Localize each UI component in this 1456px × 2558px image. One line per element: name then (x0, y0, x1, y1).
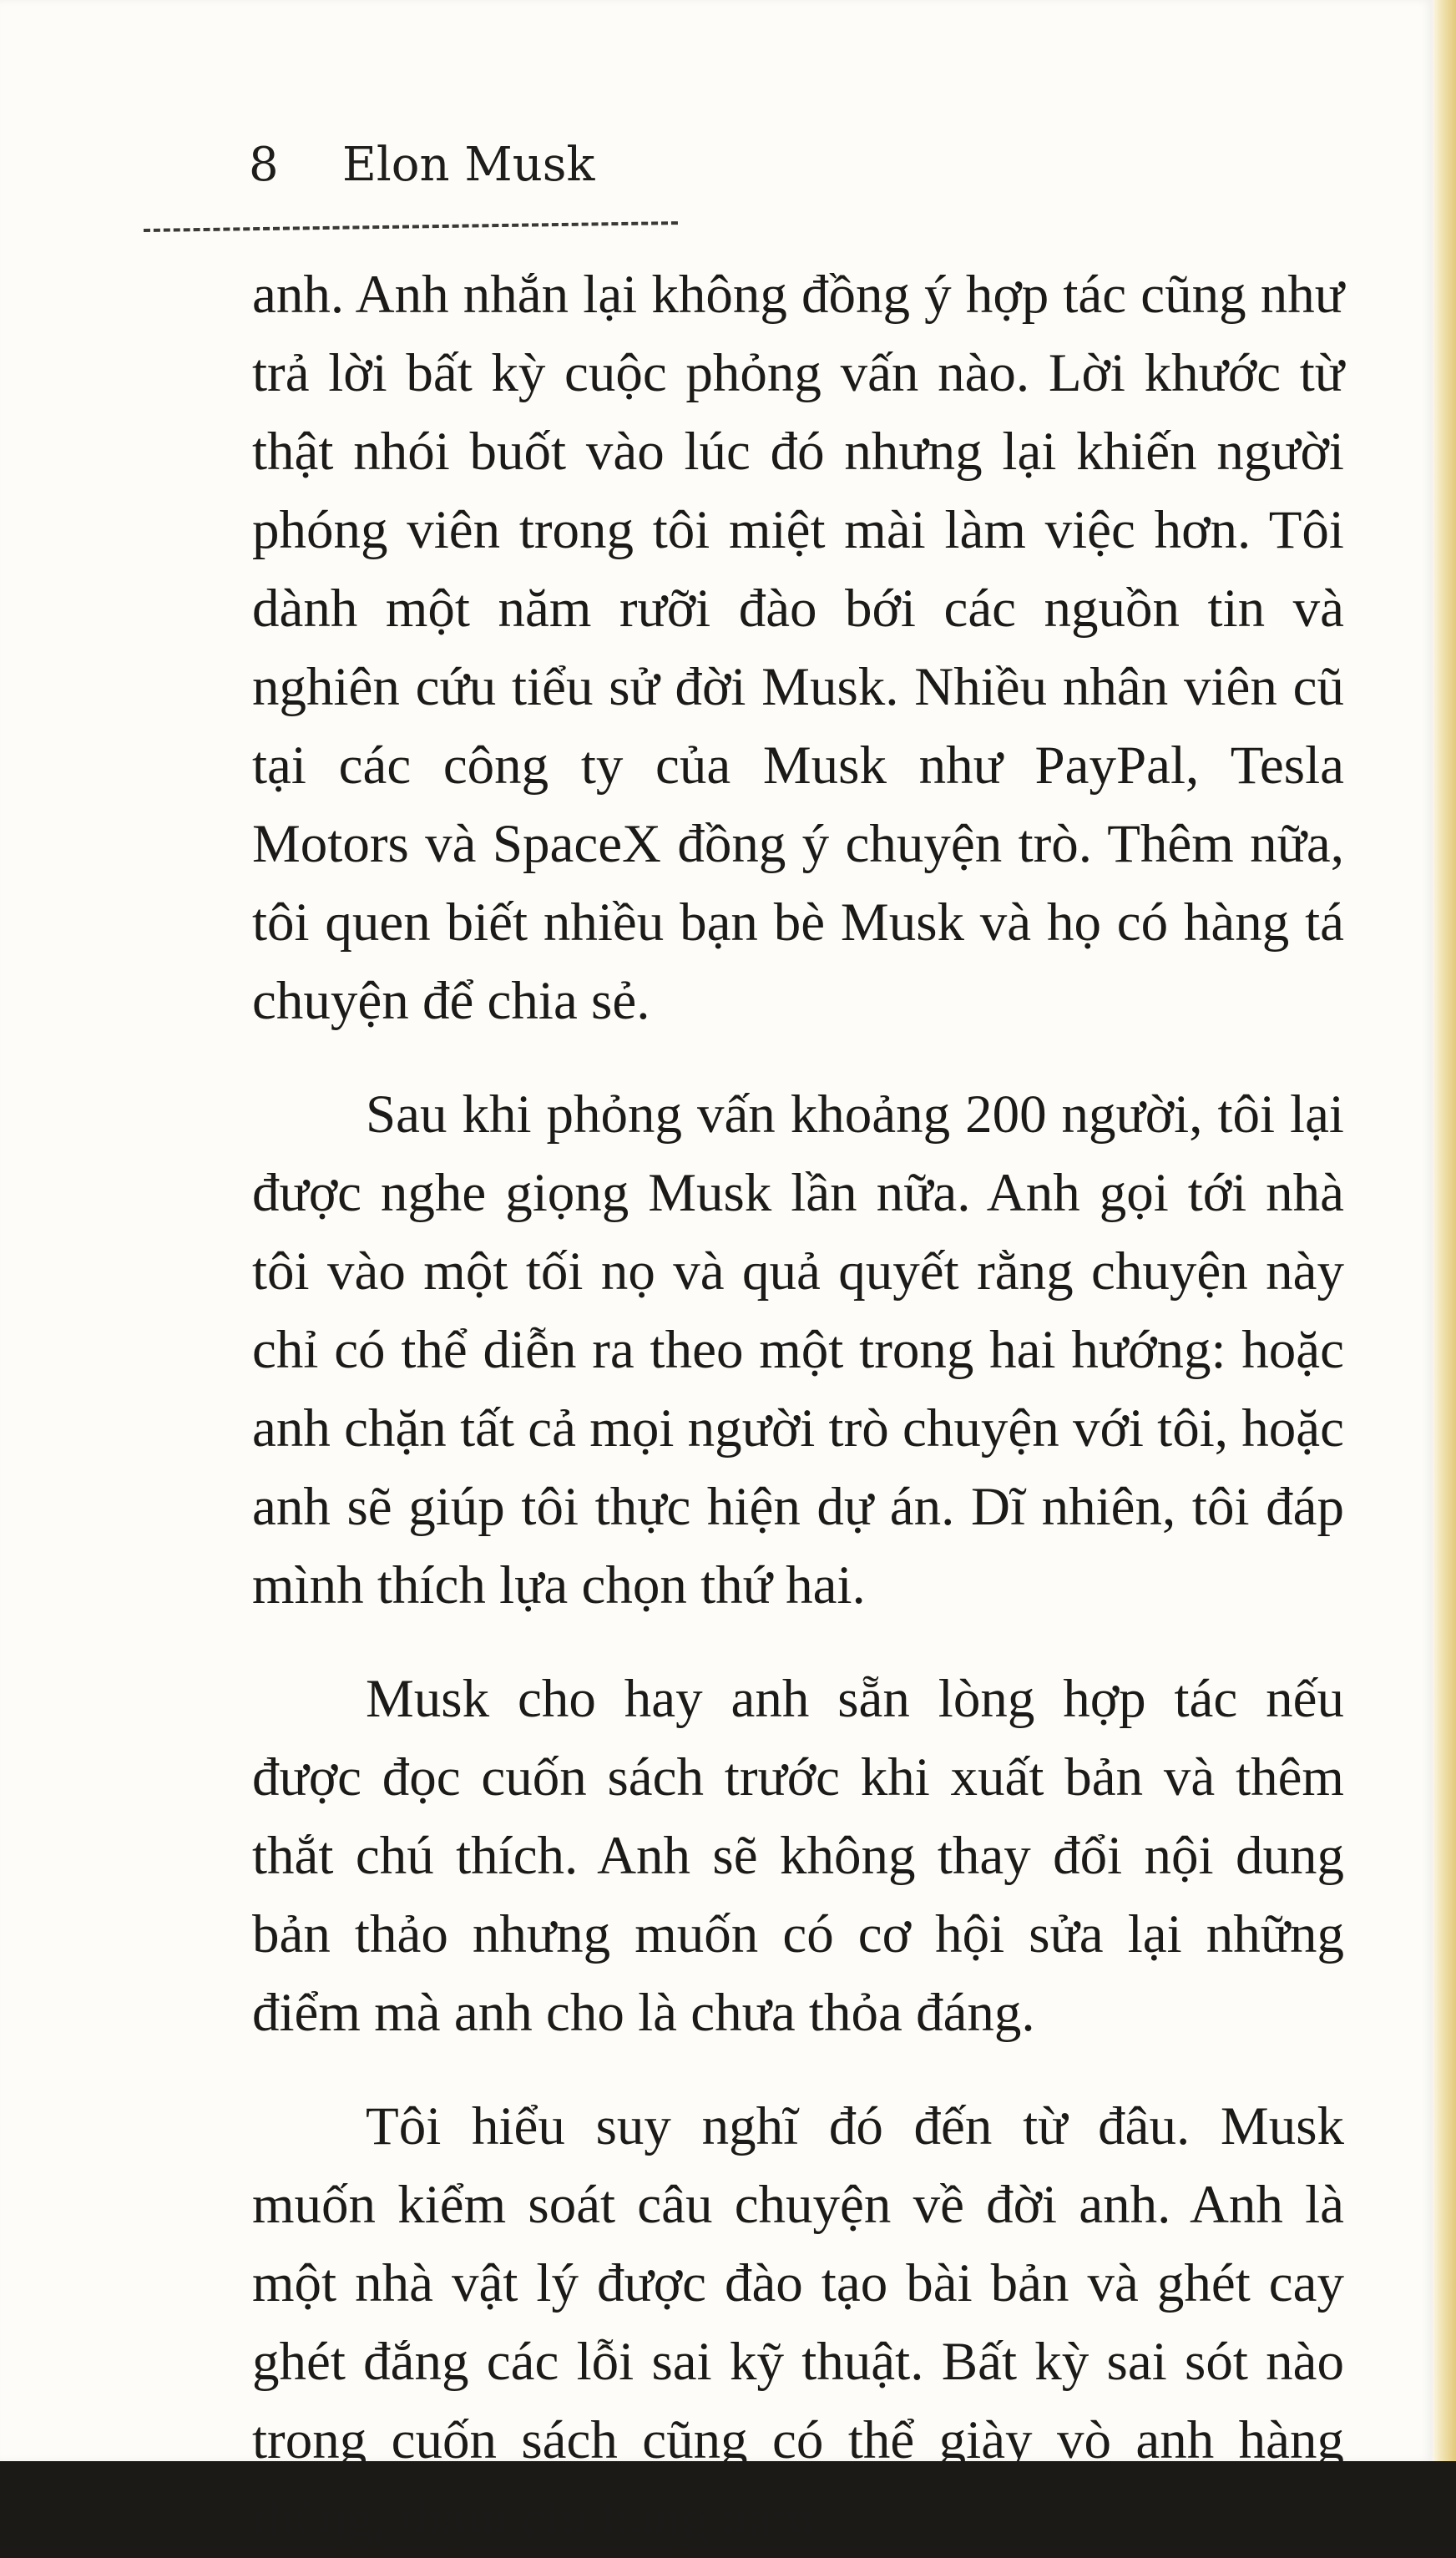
paragraph-1: anh. Anh nhắn lại không đồng ý hợp tác cũng như trả lời bất kỳ cuộc phỏng vấn nào. Lời khước từ thật nhói buốt vào lúc đó nhưng lại khiến người phóng viên trong tôi miệt mài làm việc hơn. Tôi dành một năm rưỡi đào bới các nguồn tin và nghiên cứu tiểu sử đời Musk. Nhiều nhân viên cũ tại các công ty của Musk như PayPal, Tesla Motors và SpaceX đồng ý chuyện trò. Thêm nữa, tôi quen biết nhiều bạn bè Musk và họ có hàng tá chuyện để chia sẻ. (252, 265, 1344, 1031)
book-spine-edge (1433, 0, 1456, 2461)
body-text (252, 255, 1344, 2558)
header-dashed-rule (144, 221, 678, 232)
paragraph-3: Musk cho hay anh sẵn lòng hợp tác nếu được đọc cuốn sách trước khi xuất bản và thêm thắt chú thích. Anh sẽ không thay đổi nội dung bản thảo nhưng muốn có cơ hội sửa lại những điểm mà anh cho là chưa thỏa đáng. (252, 1669, 1344, 2043)
page-number: 8 (249, 138, 279, 192)
paragraph-2: Sau khi phỏng vấn khoảng 200 người, tôi lại được nghe giọng Musk lần nữa. Anh gọi tới nhà tôi vào một tối nọ và quả quyết rằng chuyện này chỉ có thể diễn ra theo một trong hai hướng: hoặc anh chặn tất cả mọi người trò chuyện với tôi, hoặc anh sẽ giúp tôi thực hiện dự án. Dĩ nhiên, tôi đáp mình thích lựa chọn thứ hai. (252, 1084, 1344, 1615)
running-title: Elon Musk (342, 138, 595, 192)
running-header (249, 138, 595, 192)
paragraph-4: Tôi hiểu suy nghĩ đó đến từ đâu. Musk muốn kiểm soát câu chuyện về đời anh. Anh là một nhà vật lý được đào tạo bài bản và ghét cay ghét đắng các lỗi sai kỹ thuật. Bất kỳ sai sót nào trong cuốn sách cũng có thể giày vò anh hàng tháng, thậm chí hàng năm (252, 2096, 1344, 2549)
